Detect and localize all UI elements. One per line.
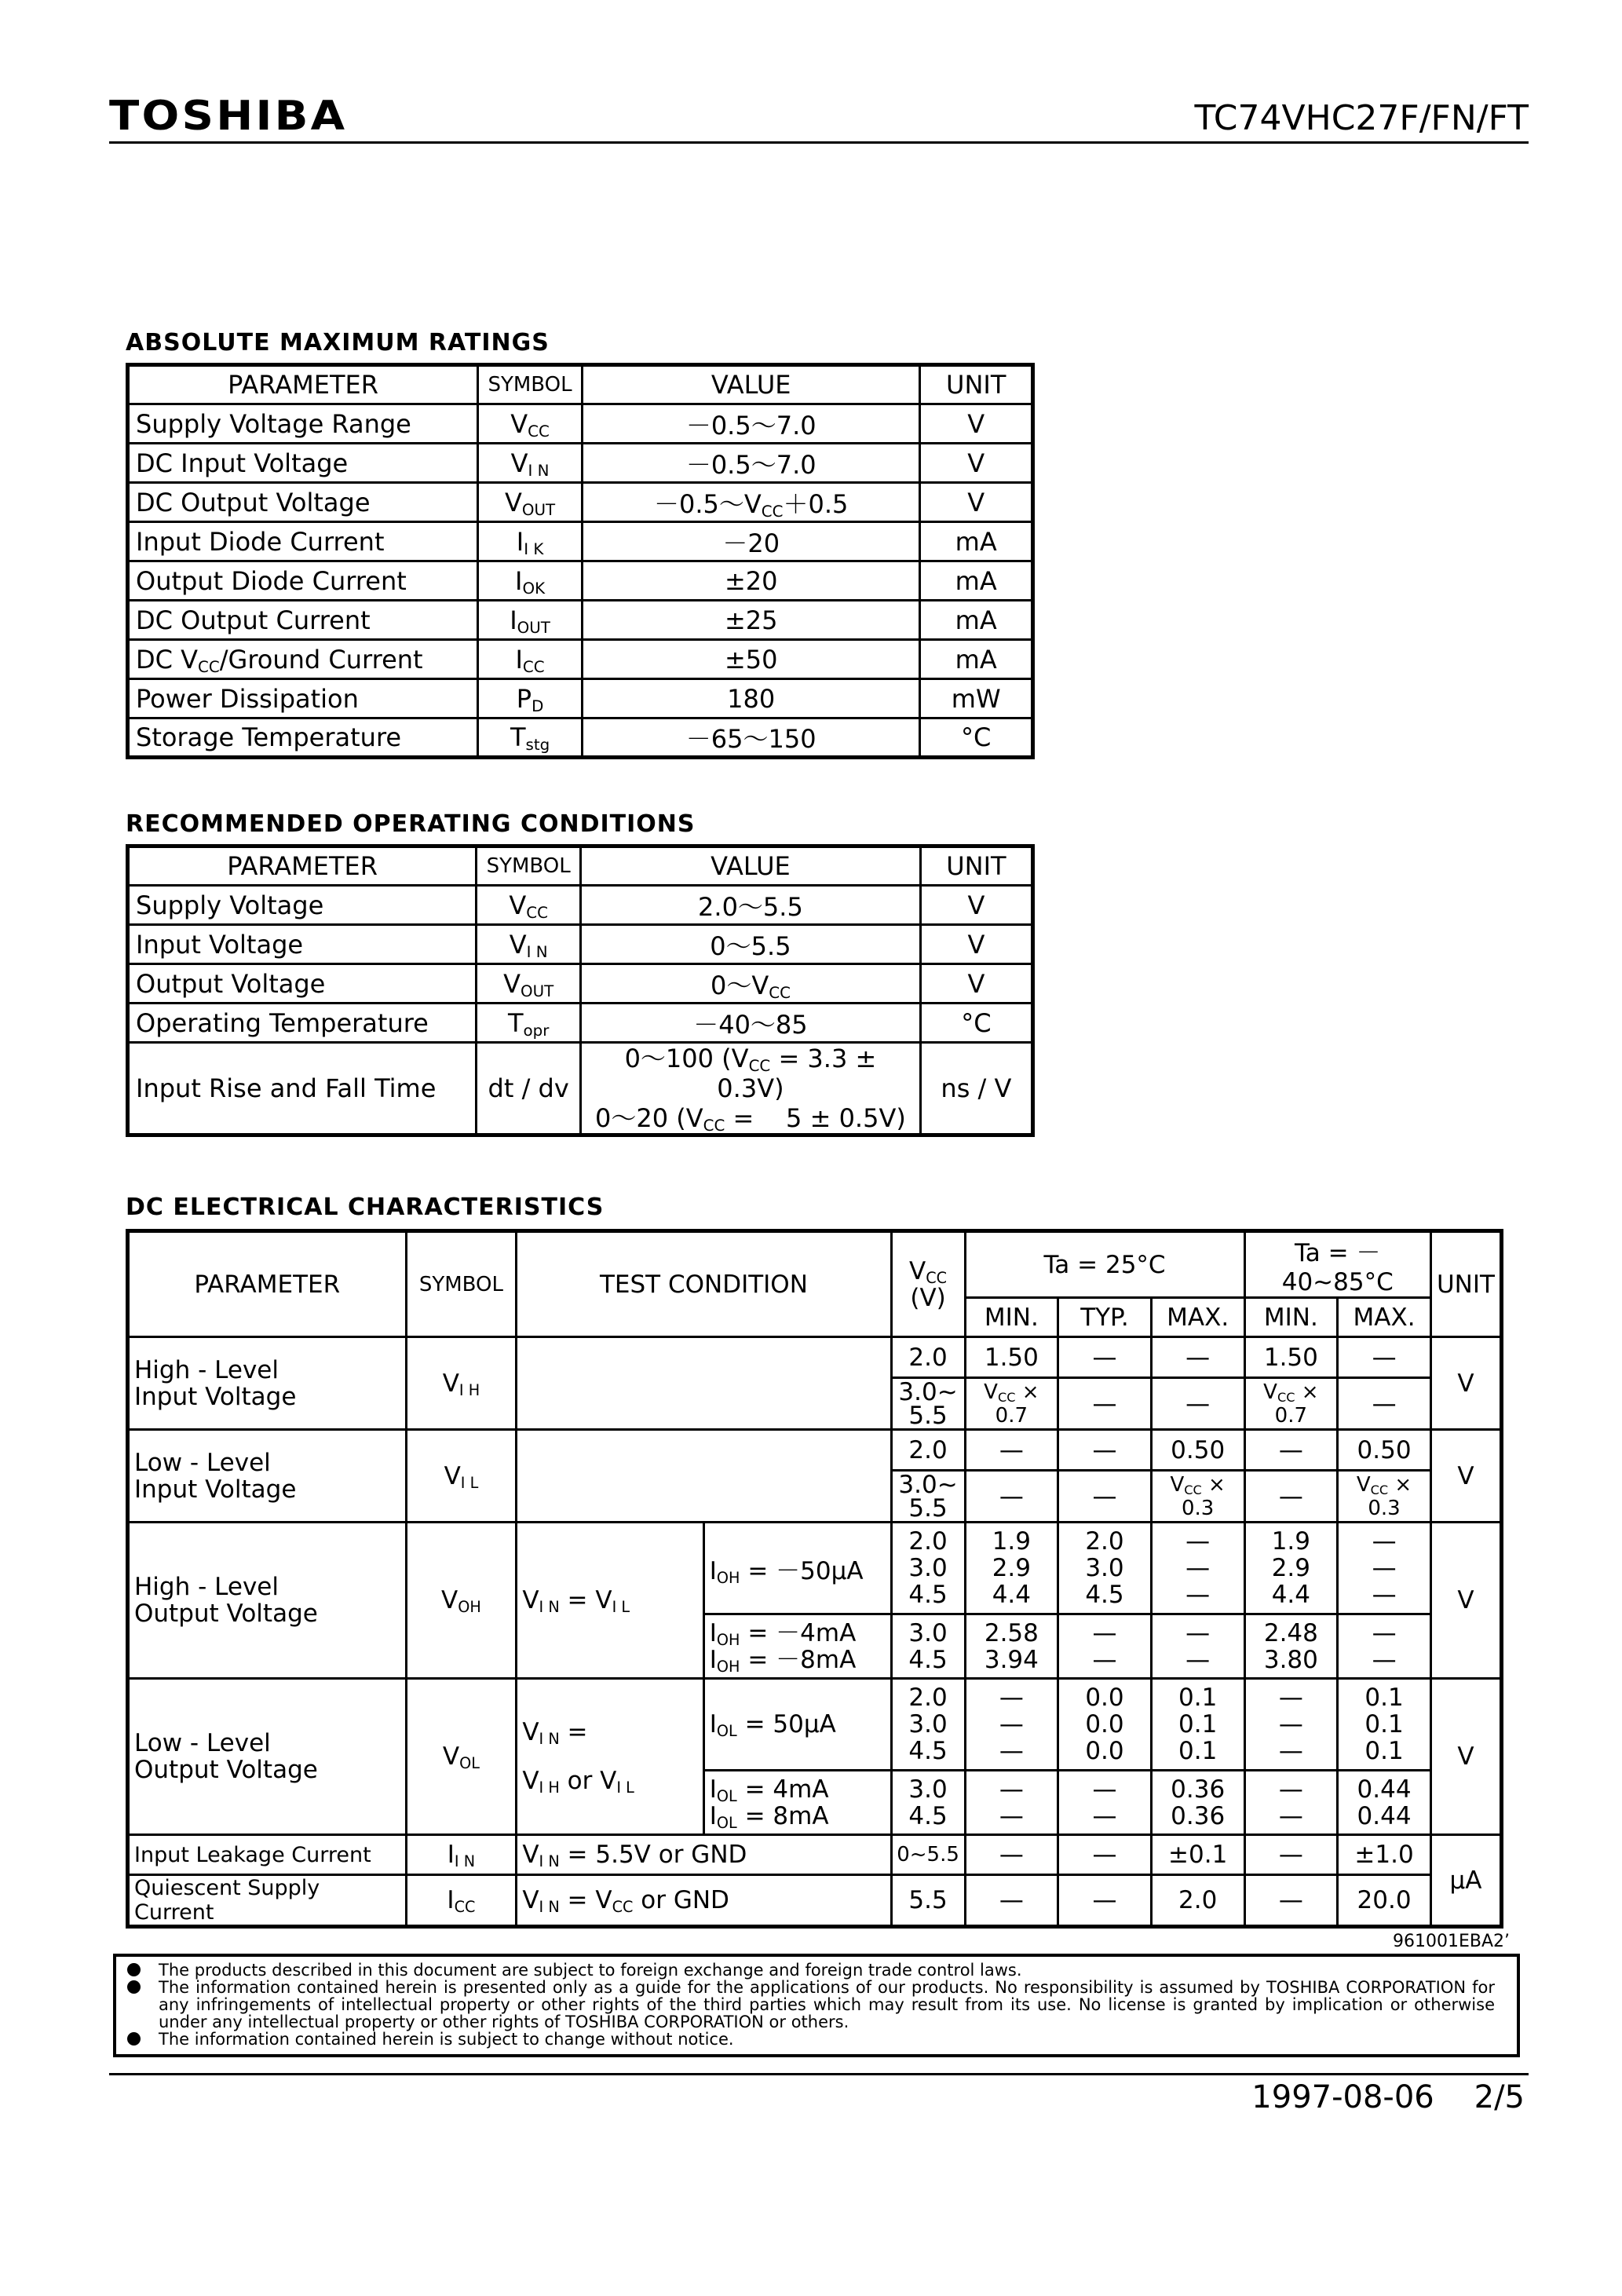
vcc-cell: 2.0 3.0 4.5 [891,1523,965,1614]
value-cell: －0.5～7.0 [583,444,920,483]
table-row [128,1004,1033,1043]
unit-cell: V [1430,1679,1501,1835]
table-row [128,718,1033,758]
symbol-cell: $I_{OUT}$ [478,601,583,640]
unit-cell: mA [920,601,1033,640]
typ-cell: — [1058,1430,1152,1471]
bullet-icon [127,2032,141,2046]
unit-cell: ns / V [920,1043,1032,1135]
table-row [128,601,1033,640]
param-cell: Storage Temperature [128,718,478,758]
param-cell: Supply Voltage [128,886,477,925]
part-number: TC74VHC27F/FN/FT [1194,98,1529,138]
value-cell: －40～85 [581,1004,921,1043]
max-cell: — [1151,1378,1244,1430]
param-cell: Supply Voltage Range [128,404,478,444]
col-parameter: PARAMETER [128,365,478,404]
unit-cell: V [920,444,1033,483]
table-row [128,522,1033,561]
param-cell: Input Diode Current [128,522,478,561]
value-cell: －65～150 [583,718,920,758]
param-cell: High - Level Output Voltage [128,1523,407,1679]
range-max-cell: $V_{CC} \times 0.3$ [1338,1471,1431,1523]
max-cell: 0.1 0.1 0.1 [1151,1679,1244,1771]
table-row [128,679,1033,718]
condition-cell: $I_{OH} = -50\mu A$ [703,1523,891,1614]
condition-cell: $I_{OL} = 4mA$ $I_{OL} = 8mA$ [703,1771,891,1835]
max-cell: 0.36 0.36 [1151,1771,1244,1835]
typ-cell: — — [1058,1614,1152,1679]
unit-cell: V [1430,1430,1501,1523]
table-row-icc [128,1875,1502,1927]
param-cell: Power Dissipation [128,679,478,718]
range-min-cell: — [1244,1430,1338,1471]
min-cell: 1.50 [965,1337,1058,1378]
col-unit: UNIT [920,365,1033,404]
value-cell: ±50 [583,640,920,679]
col-max: MAX. [1151,1298,1244,1337]
range-max-cell: — — [1338,1614,1431,1679]
unit-cell: V [920,483,1033,522]
range-min-cell: — [1244,1875,1338,1927]
range-min-cell: — [1244,1471,1338,1523]
header-rule [109,141,1529,144]
dc-title: DC ELECTRICAL CHARACTERISTICS [126,1194,605,1221]
table-row [128,483,1033,522]
condition-cell: $I_{OL} = 50\mu A$ [703,1679,891,1771]
col-min: MIN. [965,1298,1058,1337]
param-cell: High - Level Input Voltage [128,1337,407,1430]
unit-cell: °C [920,718,1033,758]
max-cell: ±0.1 [1151,1835,1244,1875]
table-header-row [128,365,1033,404]
table-header-row [128,1231,1502,1298]
min-cell: $V_{CC} \times 0.7$ [965,1378,1058,1430]
range-max-cell: — [1338,1337,1431,1378]
dc-table [126,1229,1503,1929]
symbol-cell: $V_{OUT}$ [478,483,583,522]
typ-cell: — — [1058,1771,1152,1835]
unit-cell: μA [1430,1835,1501,1927]
rec-op-title: RECOMMENDED OPERATING CONDITIONS [126,810,696,838]
unit-cell: V [1430,1523,1501,1679]
min-cell: — — — [965,1679,1058,1771]
condition-cell: $V_{I N} = V_{I L}$ [517,1523,703,1679]
range-min-cell: — — — [1244,1679,1338,1771]
unit-cell: V [920,925,1032,964]
symbol-cell: $I_{CC}$ [406,1875,517,1927]
range-max-cell: — [1338,1378,1431,1430]
min-cell: — [965,1430,1058,1471]
value-cell: $-0.5\sim V_{CC}+0.5$ [583,483,920,522]
param-cell: DC Input Voltage [128,444,478,483]
unit-cell: mA [920,522,1033,561]
vcc-cell: 2.0 3.0 4.5 [891,1679,965,1771]
col-vcc: $V_{CC}$ (V) [891,1231,965,1337]
toshiba-logo: TOSHIBA [109,93,348,140]
symbol-cell: $V_{OL}$ [406,1679,517,1835]
typ-cell: — [1058,1378,1152,1430]
table-row [128,444,1033,483]
symbol-cell: $I_{CC}$ [478,640,583,679]
col-unit: UNIT [1430,1231,1501,1337]
range-min-cell: $V_{CC} \times 0.7$ [1244,1378,1338,1430]
abs-max-table [126,363,1035,759]
unit-cell: mW [920,679,1033,718]
vcc-cell: 3.0~ 5.5 [891,1378,965,1430]
condition-cell [517,1430,891,1523]
col-range-max: MAX. [1338,1298,1431,1337]
notice-item: The information contained herein is presented only as a guide for the applications of our products. No responsibility is assumed by TOSHIBA CORPORATION for any infringements of intellectual property or other rights of the third parties which may result from its use. No license is granted by implication or otherwise under any intellectual property or other rights of TOSHIBA CORPORATION or others. [127,1979,1495,2031]
value-cell: －0.5～7.0 [583,404,920,444]
bullet-icon [127,1963,141,1976]
typ-cell: — [1058,1835,1152,1875]
symbol-cell: dt / dv [477,1043,581,1135]
table-row [128,964,1033,1004]
col-ta-25: Ta = 25°C [965,1231,1244,1298]
range-min-cell: 2.48 3.80 [1244,1614,1338,1679]
rec-op-table [126,844,1035,1137]
min-cell: — [965,1471,1058,1523]
table-row [128,886,1033,925]
param-cell: Input Leakage Current [128,1835,407,1875]
table-row-vil [128,1430,1502,1471]
table-row-iin [128,1835,1502,1875]
value-cell: ±25 [583,601,920,640]
condition-cell [517,1337,891,1430]
value-cell: $0\sim V_{CC}$ [581,964,921,1004]
value-cell: 180 [583,679,920,718]
table-row-vol [128,1679,1502,1771]
typ-cell: — [1058,1875,1152,1927]
vcc-cell: 3.0~ 5.5 [891,1471,965,1523]
col-symbol: SYMBOL [477,846,581,886]
symbol-cell: $P_D$ [478,679,583,718]
footer-rule [109,2073,1529,2075]
table-row-voh [128,1523,1502,1614]
range-max-cell: ±1.0 [1338,1835,1431,1875]
value-cell: 2.0～5.5 [581,886,921,925]
symbol-cell: $T_{stg}$ [478,718,583,758]
unit-cell: V [1430,1337,1501,1430]
param-cell: DC $V_{CC}$/Ground Current [128,640,478,679]
col-value: VALUE [583,365,920,404]
col-test-condition: TEST CONDITION [517,1231,891,1337]
col-range-min: MIN. [1244,1298,1338,1337]
min-cell: — [965,1835,1058,1875]
range-min-cell: 1.9 2.9 4.4 [1244,1523,1338,1614]
param-cell: Input Rise and Fall Time [128,1043,477,1135]
table-row [128,640,1033,679]
col-symbol: SYMBOL [478,365,583,404]
unit-cell: mA [920,561,1033,601]
param-cell: Output Diode Current [128,561,478,601]
unit-cell: V [920,964,1032,1004]
min-cell: 2.58 3.94 [965,1614,1058,1679]
max-cell: — — [1151,1614,1244,1679]
symbol-cell: $V_{CC}$ [477,886,581,925]
value-cell: 0～100 $(V_{CC} = 3.3 \pm 0.3V)$ 0～20 ($V_{CC}$ = 5 ± 0.5V) [581,1043,921,1135]
table-row [128,1043,1033,1135]
unit-cell: V [920,886,1032,925]
range-max-cell: 20.0 [1338,1875,1431,1927]
condition-cell: $V_{I N} = 5.5V$ or GND [517,1835,891,1875]
abs-max-title: ABSOLUTE MAXIMUM RATINGS [126,329,550,356]
col-typ: TYP. [1058,1298,1152,1337]
table-row-vih [128,1337,1502,1378]
range-min-cell: 1.50 [1244,1337,1338,1378]
min-cell: 1.9 2.9 4.4 [965,1523,1058,1614]
col-symbol: SYMBOL [406,1231,517,1337]
vcc-cell: 5.5 [891,1875,965,1927]
typ-cell: — [1058,1337,1152,1378]
notice-item: The products described in this document are subject to foreign exchange and foreign trade control laws. [127,1961,1495,1979]
value-cell: 0～5.5 [581,925,921,964]
condition-cell: $I_{OH} = -4mA$ $I_{OH} = -8mA$ [703,1614,891,1679]
range-max-cell: — — — [1338,1523,1431,1614]
param-cell: Operating Temperature [128,1004,477,1043]
legal-notice [113,1954,1520,2057]
min-cell: — [965,1875,1058,1927]
symbol-cell: $V_{I H}$ [406,1337,517,1430]
param-cell: DC Output Voltage [128,483,478,522]
symbol-cell: $I_{OK}$ [478,561,583,601]
max-cell: — — — [1151,1523,1244,1614]
value-cell: ±20 [583,561,920,601]
symbol-cell: $I_{I N}$ [406,1835,517,1875]
typ-cell: 0.0 0.0 0.0 [1058,1679,1152,1771]
date-page-number: 1997-08-06 2/5 [1251,2079,1525,2115]
condition-cell: $V_{I N} = V_{CC}$ or GND [517,1875,891,1927]
col-parameter: PARAMETER [128,1231,407,1337]
min-cell: — — [965,1771,1058,1835]
symbol-cell: $V_{I L}$ [406,1430,517,1523]
vcc-cell: 2.0 [891,1337,965,1378]
document-code: 961001EBA2’ [1392,1932,1510,1951]
param-cell: Low - Level Output Voltage [128,1679,407,1835]
col-unit: UNIT [920,846,1032,886]
symbol-cell: $V_{I N}$ [477,925,581,964]
symbol-cell: $V_{OH}$ [406,1523,517,1679]
symbol-cell: $V_{CC}$ [478,404,583,444]
vcc-cell: 3.0 4.5 [891,1771,965,1835]
range-max-cell: 0.44 0.44 [1338,1771,1431,1835]
range-max-cell: 0.50 [1338,1430,1431,1471]
col-ta-range: Ta = －40~85°C [1244,1231,1430,1298]
range-min-cell: — — [1244,1771,1338,1835]
range-max-cell: 0.1 0.1 0.1 [1338,1679,1431,1771]
unit-cell: °C [920,1004,1032,1043]
unit-cell: V [920,404,1033,444]
col-parameter: PARAMETER [128,846,477,886]
max-cell: 2.0 [1151,1875,1244,1927]
symbol-cell: $I_{I K}$ [478,522,583,561]
vcc-cell: 3.0 4.5 [891,1614,965,1679]
param-cell: Low - Level Input Voltage [128,1430,407,1523]
bullet-icon [127,1980,141,1994]
unit-cell: mA [920,640,1033,679]
notice-item: The information contained herein is subject to change without notice. [127,2031,1495,2048]
max-cell: $V_{CC} \times 0.3$ [1151,1471,1244,1523]
param-cell: Quiescent Supply Current [128,1875,407,1927]
max-cell: 0.50 [1151,1430,1244,1471]
vcc-cell: 2.0 [891,1430,965,1471]
table-row [128,925,1033,964]
param-cell: Input Voltage [128,925,477,964]
vcc-cell: 0~5.5 [891,1835,965,1875]
max-cell: — [1151,1337,1244,1378]
typ-cell: 2.0 3.0 4.5 [1058,1523,1152,1614]
table-row [128,561,1033,601]
col-value: VALUE [581,846,921,886]
symbol-cell: $T_{opr}$ [477,1004,581,1043]
range-min-cell: — [1244,1835,1338,1875]
table-row [128,404,1033,444]
table-header-row [128,846,1033,886]
typ-cell: — [1058,1471,1152,1523]
condition-cell: $V_{I N}$ = $V_{I H}$ or $V_{I L}$ [517,1679,703,1835]
param-cell: DC Output Current [128,601,478,640]
value-cell: －20 [583,522,920,561]
symbol-cell: $V_{OUT}$ [477,964,581,1004]
param-cell: Output Voltage [128,964,477,1004]
symbol-cell: $V_{I N}$ [478,444,583,483]
